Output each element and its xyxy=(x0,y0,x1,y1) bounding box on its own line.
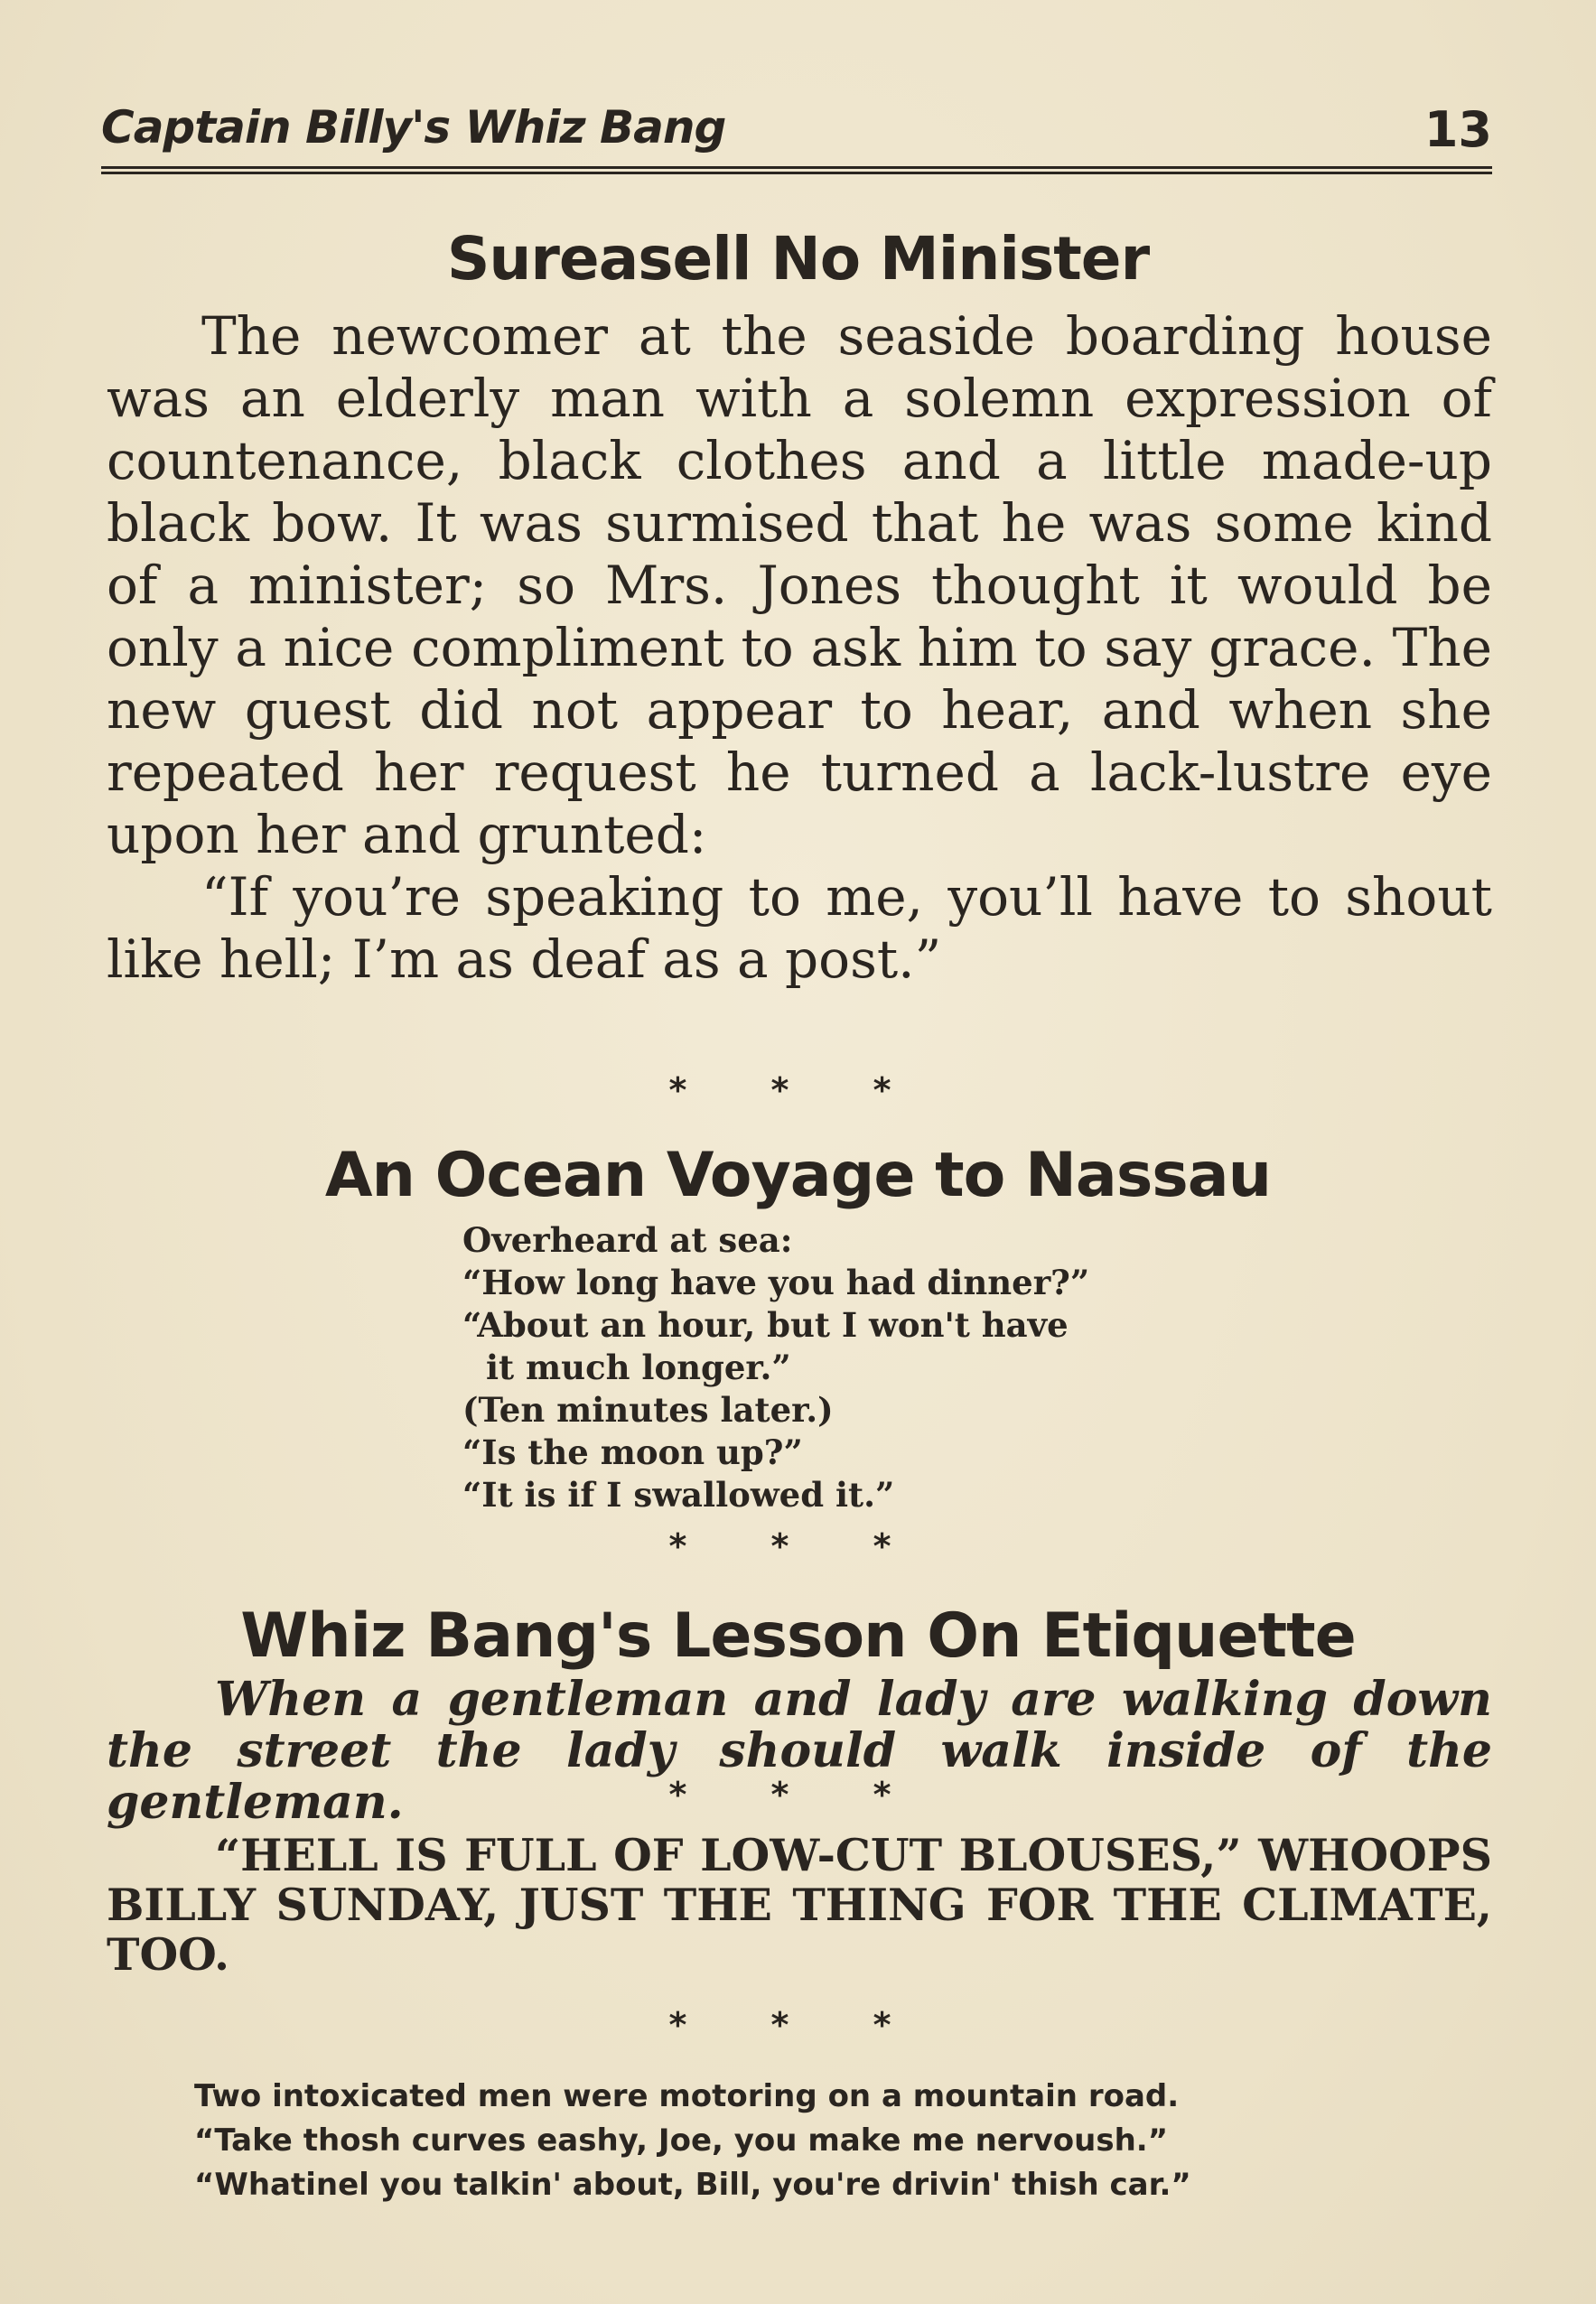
story1-title: Sureasell No Minister xyxy=(446,224,1150,294)
separator: * * * xyxy=(668,2005,928,2045)
page-number: 13 xyxy=(1423,101,1492,158)
dialog-line: “About an hour, but I won't have xyxy=(462,1305,1069,1345)
dialog-line: Overheard at sea: xyxy=(462,1220,793,1260)
story2-title: An Ocean Voyage to Nassau xyxy=(324,1140,1272,1211)
story4-line: “Take thosh curves eashy, Joe, you make me nervoush.” xyxy=(194,2122,1169,2159)
dialog-line: “It is if I swallowed it.” xyxy=(462,1475,895,1515)
billy-sunday-quote xyxy=(107,1831,1492,1980)
page-header xyxy=(101,101,1492,173)
story1-body xyxy=(107,305,1492,991)
separator: * * * xyxy=(668,1526,928,1566)
etiquette-paragraph: When a gentleman and lady are walking down the street the lady should walk inside of the gentleman. xyxy=(107,1672,1492,1830)
story4-line: “Whatinel you talkin' about, Bill, you're drivin' thish car.” xyxy=(194,2167,1191,2203)
story1-paragraph: “If you’re speaking to me, you’ll have to shout like hell; I’m as deaf as a post.” xyxy=(107,866,1492,990)
story4-body xyxy=(194,2075,1459,2207)
story2-dialog xyxy=(462,1219,1185,1516)
header-rule xyxy=(101,166,1492,174)
quote-paragraph: “HELL IS FULL OF LOW-CUT BLOUSES,” WHOOPS BILLY SUNDAY, JUST THE THING FOR THE CLIMATE, TOO. xyxy=(107,1829,1492,1981)
running-title: Captain Billy's Whiz Bang xyxy=(101,101,726,154)
story1-paragraph: The newcomer at the seaside boarding house was an elderly man with a solemn expression of countenance, black clothes and a little made-up black bow. It was surmised that he was some kind of a minister; so Mrs. Jones thought it would be only a nice compliment to ask him to say grace. The new guest did not appear to hear, and when she repeated her request he turned a lack-lustre eye upon her and grunted: xyxy=(107,305,1492,865)
dialog-line: “Is the moon up?” xyxy=(462,1432,803,1472)
story3-title: Whiz Bang's Lesson On Etiquette xyxy=(240,1600,1356,1672)
separator: * * * xyxy=(668,1775,928,1814)
story4-line: Two intoxicated men were motoring on a mountain road. xyxy=(194,2078,1180,2114)
dialog-line: (Ten minutes later.) xyxy=(462,1390,834,1430)
dialog-line: “How long have you had dinner?” xyxy=(462,1263,1090,1302)
dialog-line: it much longer.” xyxy=(486,1348,791,1387)
separator: * * * xyxy=(668,1070,928,1110)
